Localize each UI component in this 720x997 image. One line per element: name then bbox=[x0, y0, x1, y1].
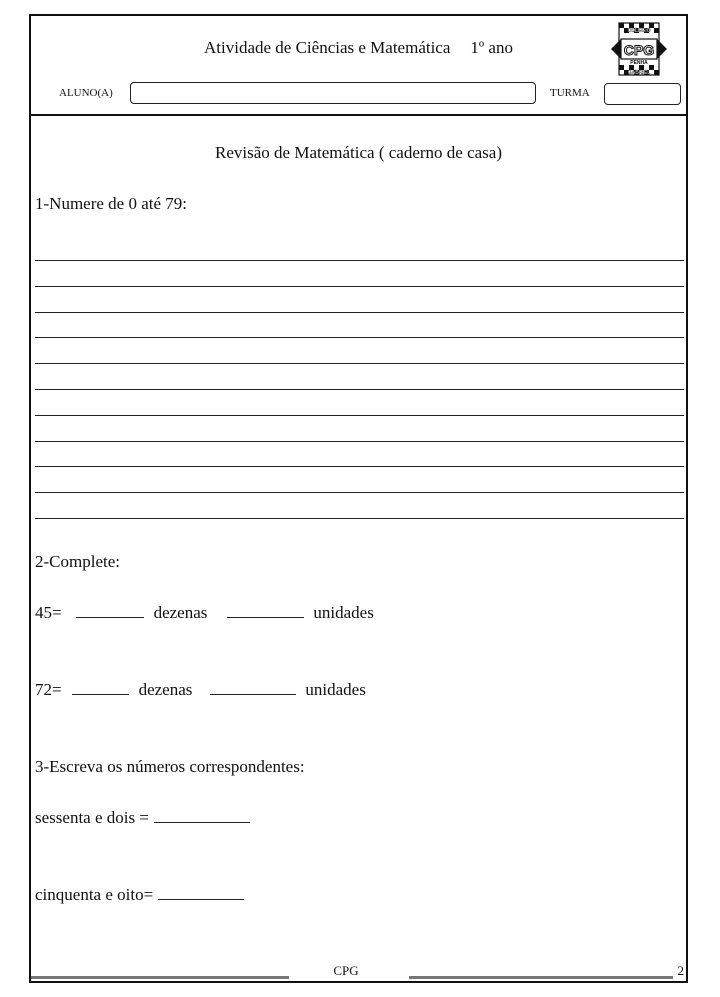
logo-bottom-text-1: PENHA bbox=[630, 60, 648, 66]
tens-label: dezenas bbox=[153, 603, 208, 622]
grade-label: 1º ano bbox=[470, 38, 513, 57]
answer-line[interactable] bbox=[35, 492, 684, 493]
student-label: ALUNO(A) bbox=[59, 87, 113, 99]
question-2-row bbox=[35, 603, 374, 623]
footer-label: CPG bbox=[333, 963, 359, 978]
header bbox=[31, 16, 686, 116]
answer-line[interactable] bbox=[35, 466, 684, 467]
class-label: TURMA bbox=[550, 87, 590, 99]
question-3-item bbox=[35, 885, 244, 905]
tens-blank[interactable] bbox=[72, 680, 129, 695]
answer-blank[interactable] bbox=[158, 885, 244, 900]
item-text: cinquenta e oito= bbox=[35, 885, 154, 904]
question-2-prompt: 2-Complete: bbox=[35, 552, 120, 571]
answer-line[interactable] bbox=[35, 518, 684, 519]
answer-line[interactable] bbox=[35, 363, 684, 364]
units-label: unidades bbox=[305, 680, 366, 699]
item-text: sessenta e dois = bbox=[35, 808, 149, 827]
header-title bbox=[31, 38, 686, 58]
logo-bottom-text-2: GABRIEL bbox=[627, 70, 651, 76]
worksheet-subtitle: Revisão de Matemática ( caderno de casa) bbox=[215, 143, 502, 162]
units-label: unidades bbox=[313, 603, 374, 622]
student-name-field[interactable] bbox=[130, 82, 536, 104]
question-1-prompt: 1-Numere de 0 até 79: bbox=[35, 194, 187, 213]
page-footer bbox=[31, 963, 686, 981]
class-field[interactable] bbox=[604, 83, 681, 105]
tens-label: dezenas bbox=[138, 680, 193, 699]
row-number: 72= bbox=[35, 680, 62, 699]
answer-line[interactable] bbox=[35, 260, 684, 261]
page-number: 2 bbox=[677, 963, 684, 978]
answer-line[interactable] bbox=[35, 312, 684, 313]
worksheet-page bbox=[29, 14, 688, 983]
activity-title: Atividade de Ciências e Matemática bbox=[204, 38, 451, 57]
answer-line[interactable] bbox=[35, 286, 684, 287]
units-blank[interactable] bbox=[227, 603, 304, 618]
question-2-row bbox=[35, 680, 366, 700]
units-blank[interactable] bbox=[210, 680, 296, 695]
footer-divider-right bbox=[409, 976, 673, 979]
answer-line[interactable] bbox=[35, 441, 684, 442]
row-number: 45= bbox=[35, 603, 62, 622]
answer-line[interactable] bbox=[35, 337, 684, 338]
answer-line[interactable] bbox=[35, 389, 684, 390]
logo-top-text: COLÉGIO bbox=[627, 28, 651, 34]
answer-blank[interactable] bbox=[154, 808, 250, 823]
question-3-item bbox=[35, 808, 250, 828]
logo-initials: CPG bbox=[623, 42, 655, 58]
answer-line[interactable] bbox=[35, 415, 684, 416]
tens-blank[interactable] bbox=[76, 603, 144, 618]
question-3-prompt: 3-Escreva os números correspondentes: bbox=[35, 757, 305, 776]
school-crest-icon bbox=[611, 21, 667, 77]
